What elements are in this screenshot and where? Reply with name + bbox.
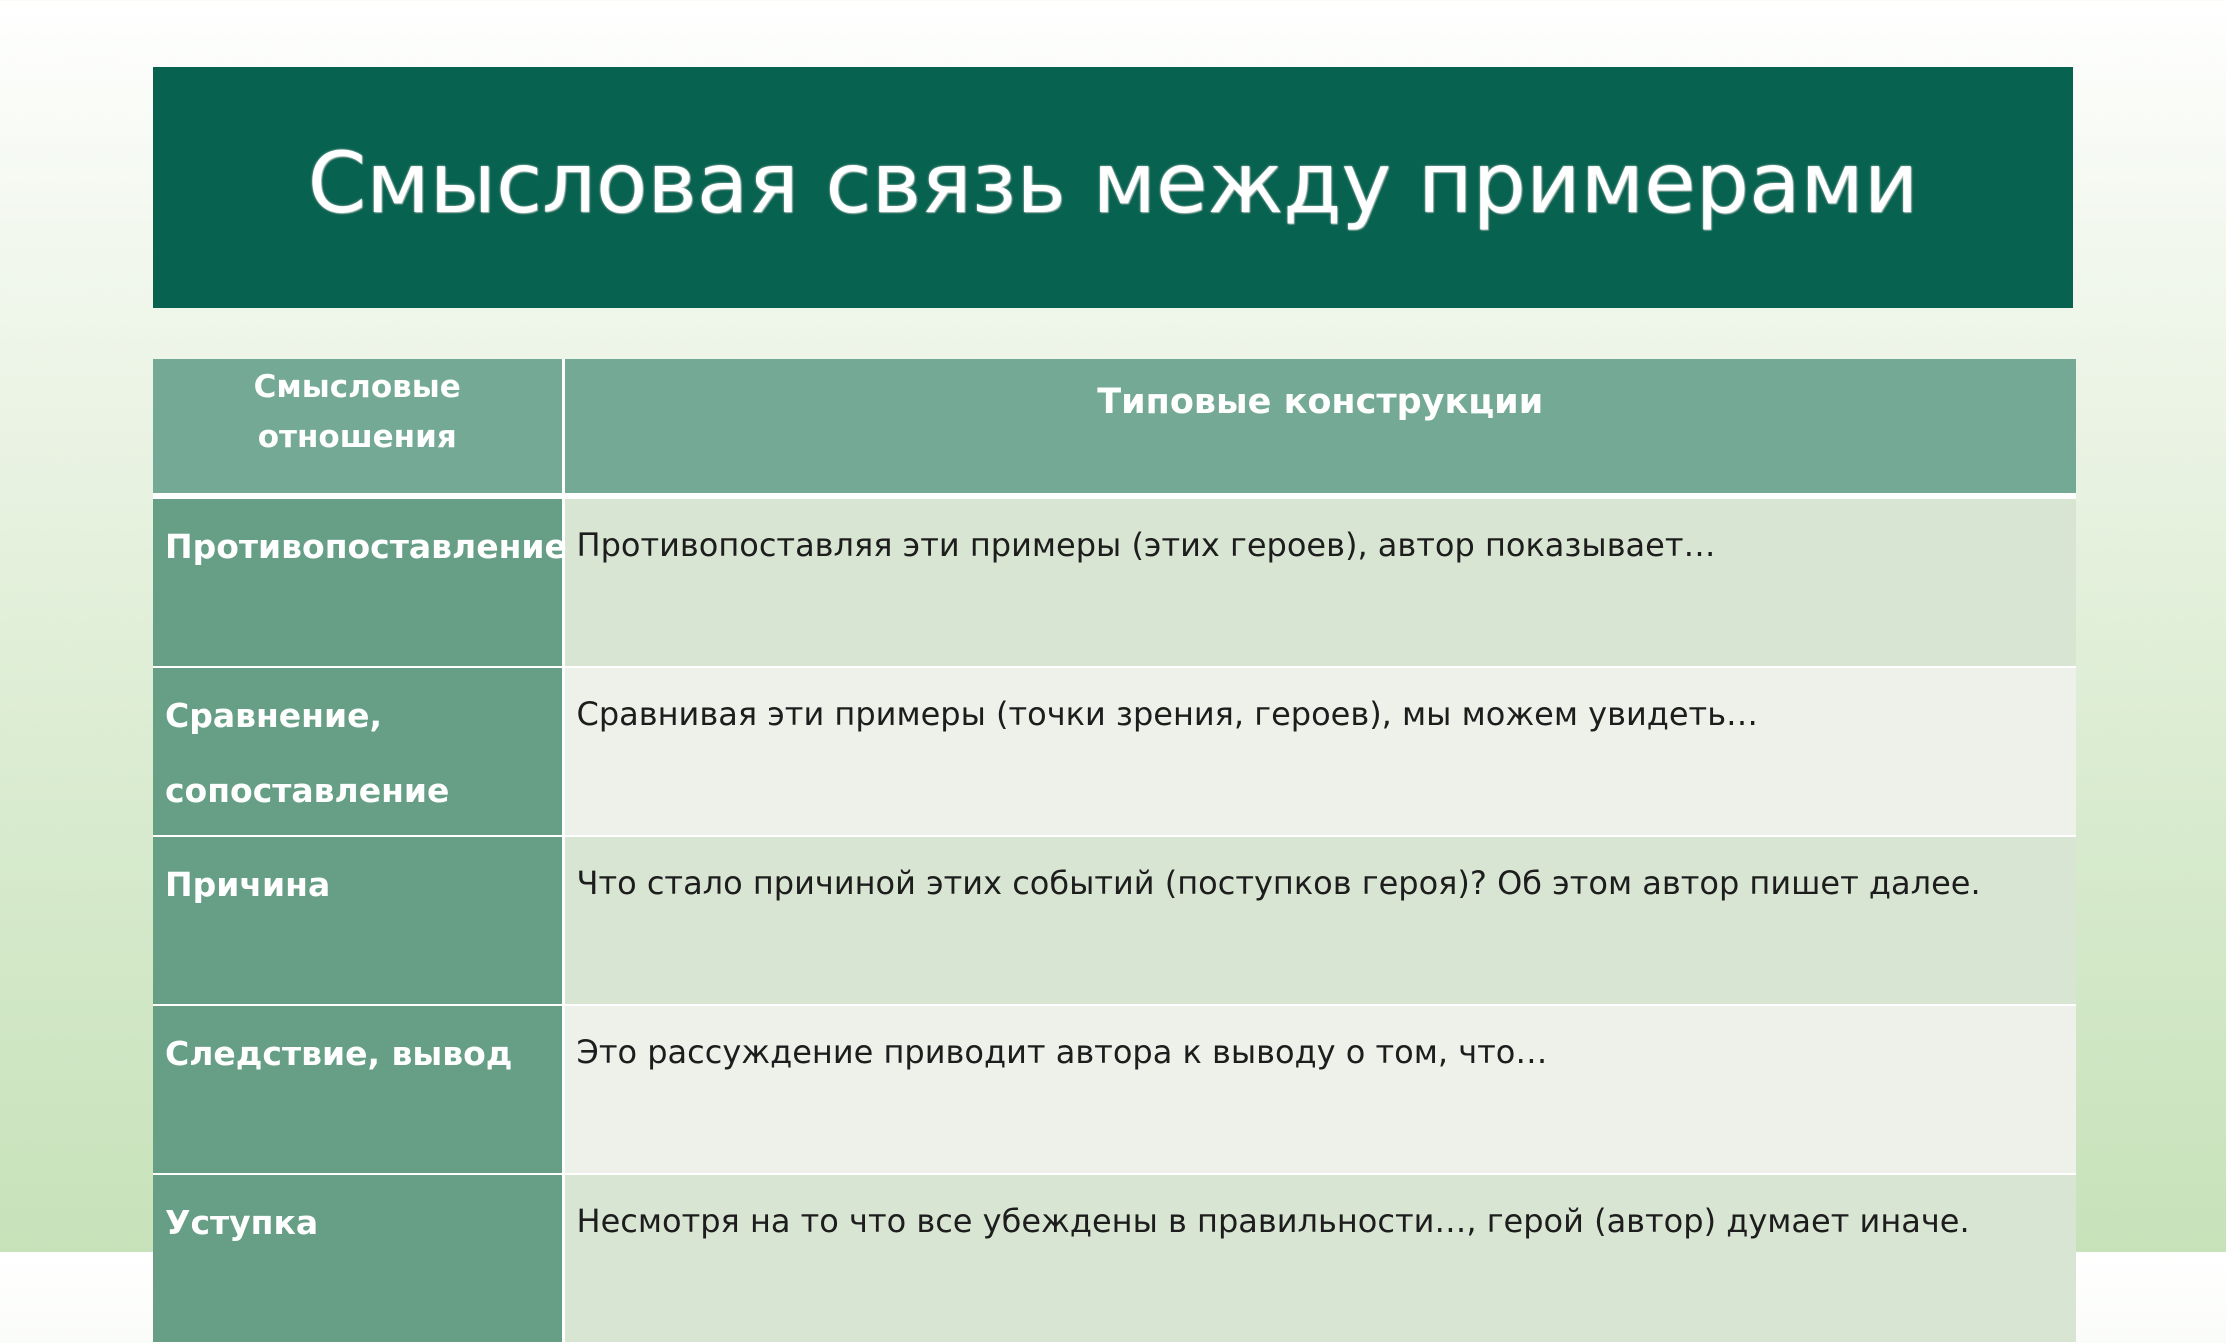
relations-table — [153, 359, 2076, 1343]
construction-cell: Это рассуждение приводит автора к выводу о том, что… — [563, 1005, 2076, 1174]
construction-cell: Что стало причиной этих событий (поступков героя)? Об этом автор пишет далее. — [563, 836, 2076, 1005]
table-row — [153, 836, 2076, 1005]
table-row — [153, 496, 2076, 667]
relation-cell: Следствие, вывод — [153, 1005, 563, 1174]
slide-title: Смысловая связь между примерами — [307, 133, 1919, 232]
table-row — [153, 667, 2076, 836]
table-header-row — [153, 359, 2076, 496]
header-constructions — [563, 359, 2076, 496]
relation-cell: Противопоставление — [153, 496, 563, 667]
header-relations — [153, 359, 563, 496]
header-relations-label: Смысловые отношения — [253, 369, 461, 455]
relation-cell: Сравнение, сопоставление — [153, 667, 563, 836]
construction-cell: Противопоставляя эти примеры (этих героев), автор показывает… — [563, 496, 2076, 667]
title-banner — [153, 67, 2073, 308]
construction-cell: Несмотря на то что все убеждены в правильности…, герой (автор) думает иначе. — [563, 1174, 2076, 1343]
header-constructions-label: Типовые конструкции — [1097, 382, 1544, 422]
construction-cell: Сравнивая эти примеры (точки зрения, героев), мы можем увидеть… — [563, 667, 2076, 836]
table-row — [153, 1005, 2076, 1174]
relation-cell: Уступка — [153, 1174, 563, 1343]
table-row — [153, 1174, 2076, 1343]
relation-cell: Причина — [153, 836, 563, 1005]
